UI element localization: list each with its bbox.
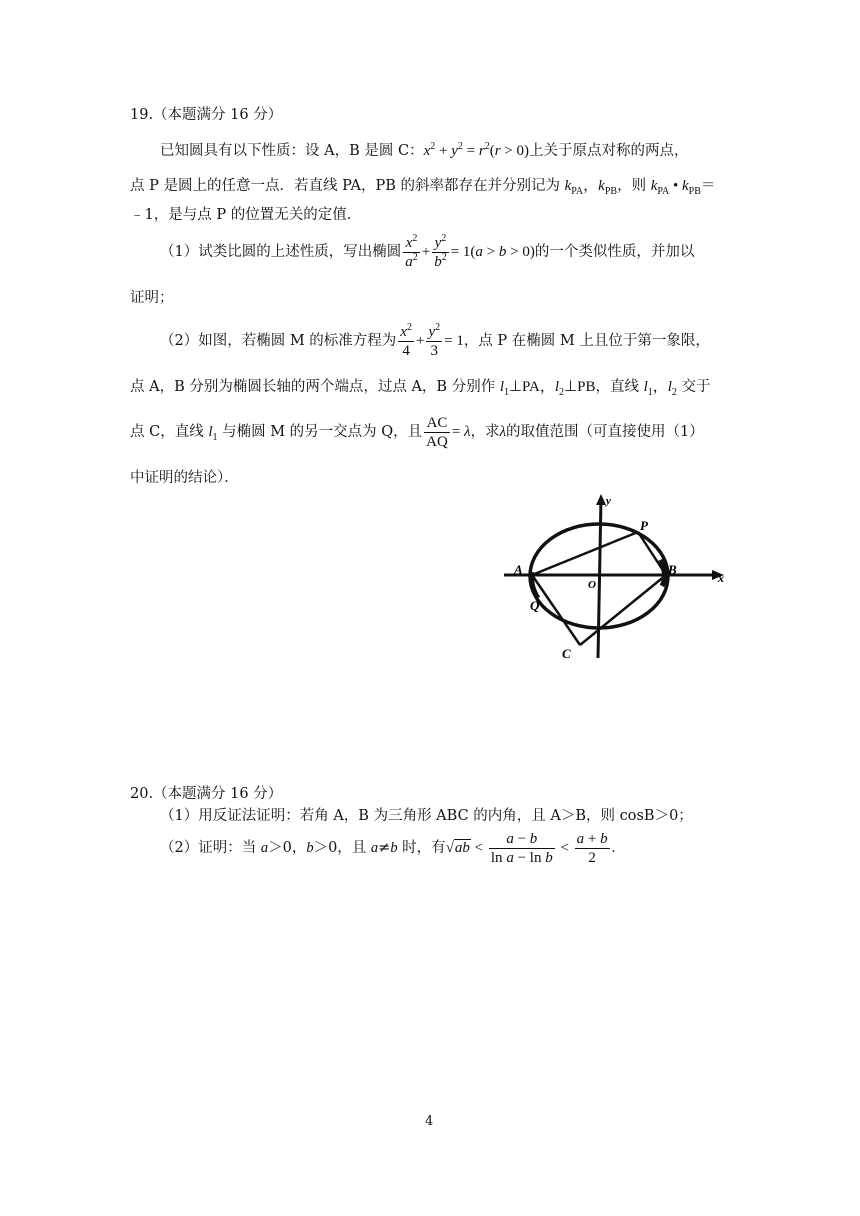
label-b: B <box>668 562 677 577</box>
label-x: x <box>718 571 724 585</box>
label-c: C <box>562 646 571 661</box>
q19-part1-cont: 证明； <box>130 290 174 306</box>
q19-part2: （2）如图，若椭圆 M 的标准方程为 $\frac{x^2}{4}$ + $\frac{y^2}{3}$ = 1，点 P 在椭圆 M 上且位于第一象限， <box>160 321 710 359</box>
q19-line1: 已知圆具有以下性质：设 A，B 是圆 C：$x^2 + y^2 = r^2(r > 0)$上关于原点对称的两点， <box>160 141 689 159</box>
ellipse-figure <box>500 490 740 670</box>
thick-arc-b <box>660 560 665 586</box>
label-o: O <box>588 579 596 591</box>
q19-part1: （1）试类比圆的上述性质，写出椭圆 $\frac{x^2}{a^2}$ + $\frac{y^2}{b^2}$ = 1(a > b > 0)的一个类似性质，并加以 <box>160 232 695 270</box>
q20-part1: （1）用反证法证明：若角 A，B 为三角形 ABC 的内角，且 A＞B，则 cosB＞0； <box>160 808 693 824</box>
line-pa <box>532 532 638 575</box>
q19-part2-line2: 点 A，B 分别为椭圆长轴的两个端点，过点 A，B 分别作 $l_1\perp PA$，$l_2\perp PB$，直线 $l_1$，$l_2$ 交于 <box>130 379 711 398</box>
q19-header: 19.（本题满分 16 分） <box>130 107 283 123</box>
label-a: A <box>514 562 523 577</box>
y-axis <box>598 498 601 658</box>
q19-part2-line3: 点 C，直线 $l_1$ 与椭圆 M 的另一交点为 Q，且 $\frac{AC}{AQ}$ = λ，求λ的取值范围（可直接使用（1） <box>130 414 704 450</box>
y-axis-arrow <box>596 494 606 505</box>
q19-line3: ﹣1，是与点 P 的位置无关的定值． <box>130 207 362 223</box>
q19-part2-line4: 中证明的结论）． <box>130 470 239 486</box>
label-p: P <box>640 518 648 533</box>
q19-line2: 点 P 是圆上的任意一点．若直线 PA，PB 的斜率都存在并分别记为 $k_{PA}$，$k_{PB}$，则 $k_{PA}$ • $k_{PB}=$ <box>130 178 716 197</box>
q20-header: 20.（本题满分 16 分） <box>130 786 283 802</box>
label-q: Q <box>530 598 540 613</box>
page-number: 4 <box>425 1114 434 1129</box>
q20-part2: （2）证明：当 a＞0，b＞0，且 a≠b 时，有√ab < $\frac{a - b}{\text{ln a − ln b}}$ < $\frac{a + b}{2}$ . <box>160 830 616 866</box>
label-y: y <box>606 495 611 507</box>
